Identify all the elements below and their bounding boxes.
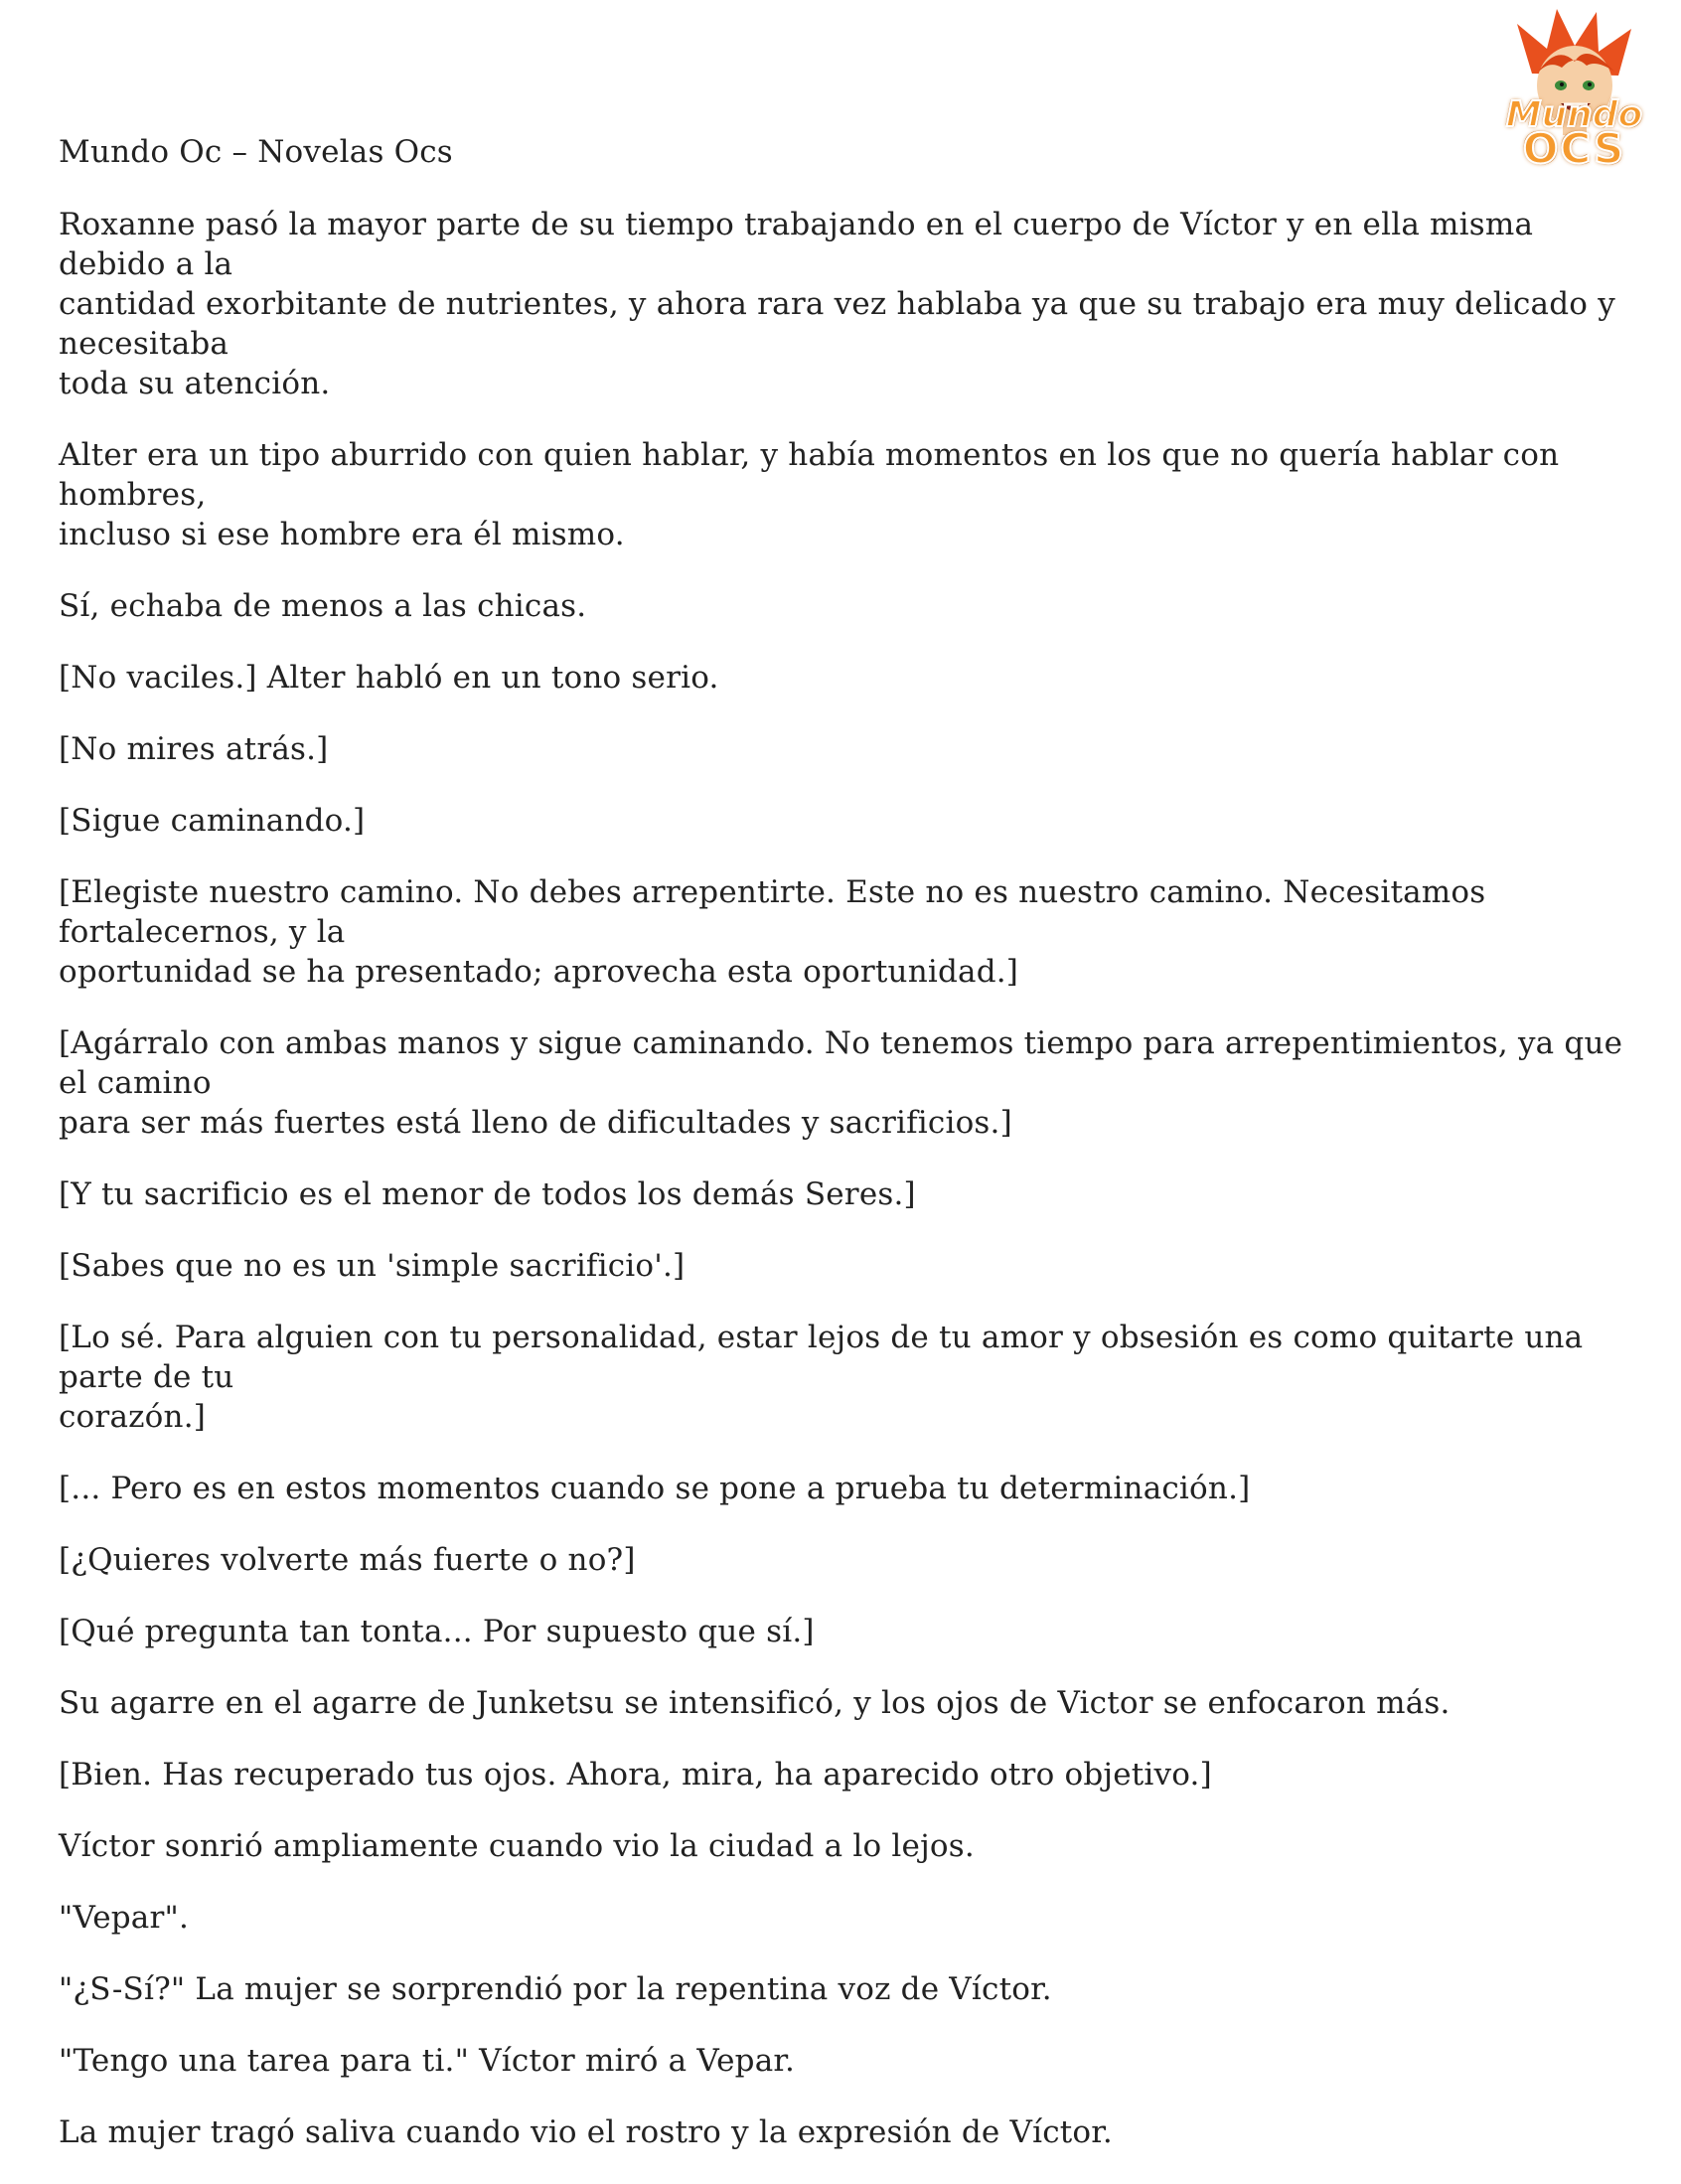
paragraph: Su agarre en el agarre de Junketsu se intensificó, y los ojos de Victor se enfocaron más. — [59, 1685, 1451, 1721]
logo-word-mundo: Mundo — [1505, 94, 1643, 135]
logo-wordmark — [1487, 94, 1661, 178]
paragraph: Sí, echaba de menos a las chicas. — [59, 588, 587, 624]
paragraph: [Bien. Has recuperado tus ojos. Ahora, mira, ha aparecido otro objetivo.] — [59, 1757, 1212, 1793]
paragraph: [Elegiste nuestro camino. No debes arrepentirte. Este no es nuestro camino. Necesitamos fortalecernos, y la oportunidad se ha presentado; aprovecha esta oportunidad.] — [59, 874, 1486, 990]
paragraph: [Sabes que no es un 'simple sacrificio'.] — [59, 1248, 686, 1284]
paragraph: "Tengo una tarea para ti." Víctor miró a Vepar. — [59, 2043, 796, 2079]
paragraph: Alter era un tipo aburrido con quien hablar, y había momentos en los que no quería hablar con hombres, incluso si ese hombre era él mismo. — [59, 437, 1560, 552]
logo-word-ocs: OCS — [1522, 124, 1626, 173]
page-header: Mundo Oc – Novelas Ocs — [59, 134, 453, 170]
paragraph: Víctor sonrió ampliamente cuando vio la ciudad a lo lejos. — [59, 1828, 975, 1864]
paragraph: [... Pero es en estos momentos cuando se pone a prueba tu determinación.] — [59, 1471, 1251, 1506]
paragraph: La mujer tragó saliva cuando vio el rostro y la expresión de Víctor. — [59, 2114, 1113, 2150]
paragraph: Roxanne pasó la mayor parte de su tiempo trabajando en el cuerpo de Víctor y en ella misma debido a la cantidad exorbitante de nutrientes, y ahora rara vez hablaba ya que su trabajo era muy delicado y necesitaba toda su atención. — [59, 207, 1615, 401]
paragraph: [Agárralo con ambas manos y sigue caminando. No tenemos tiempo para arrepentimientos, ya que el camino para ser más fuertes está lleno de dificultades y sacrificios.] — [59, 1025, 1623, 1141]
paragraph: [¿Quieres volverte más fuerte o no?] — [59, 1542, 636, 1578]
document-body — [59, 205, 1628, 2184]
paragraph: [No vaciles.] Alter habló en un tono serio. — [59, 660, 719, 696]
paragraph: [Y tu sacrificio es el menor de todos los demás Seres.] — [59, 1176, 916, 1212]
paragraph: [Qué pregunta tan tonta... Por supuesto que sí.] — [59, 1614, 815, 1649]
paragraph: "¿S-Sí?" La mujer se sorprendió por la repentina voz de Víctor. — [59, 1971, 1052, 2007]
paragraph: [No mires atrás.] — [59, 731, 329, 767]
paragraph: [Sigue caminando.] — [59, 803, 366, 839]
paragraph: "Vepar". — [59, 1900, 190, 1936]
mundo-ocs-logo — [1487, 4, 1661, 178]
paragraph: [Lo sé. Para alguien con tu personalidad, estar lejos de tu amor y obsesión es como quitarte una parte de tu corazón.] — [59, 1320, 1584, 1435]
